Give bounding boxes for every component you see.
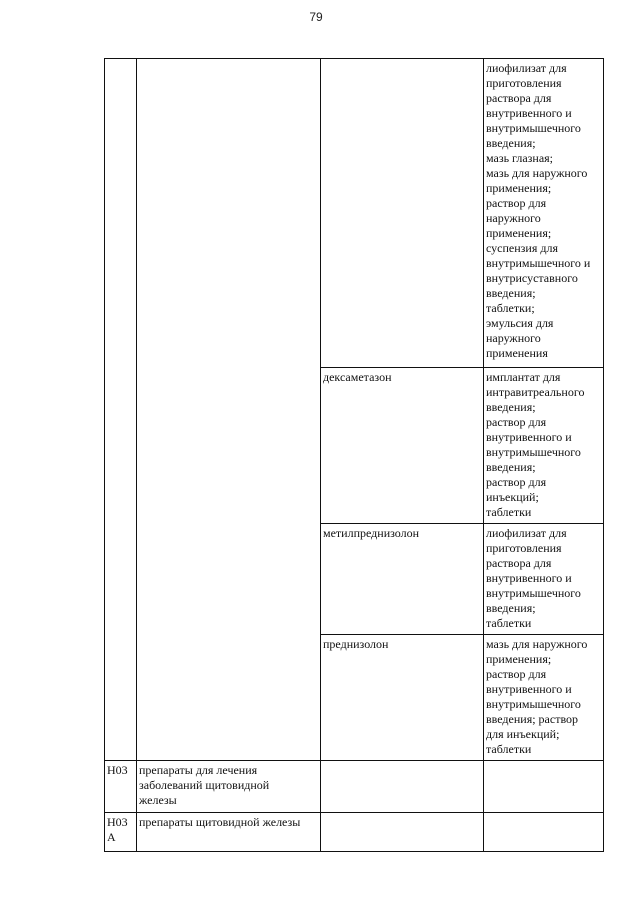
drug-name-cell: преднизолон: [321, 635, 484, 761]
atc-group-cell: [137, 59, 321, 761]
atc-code-cell: [105, 59, 137, 761]
drug-name-cell: [321, 59, 484, 368]
atc-group-cell: препараты для лечения заболеваний щитовидной железы: [137, 761, 321, 813]
page-number: 79: [309, 10, 323, 24]
dosage-forms-cell: мазь для наружного применения; раствор для внутривенного и внутримышечного введения; раствор для инъекций; таблетки: [484, 635, 604, 761]
drug-name-cell: метилпреднизолон: [321, 524, 484, 635]
drug-name-cell: [321, 813, 484, 852]
drug-name-cell: дексаметазон: [321, 368, 484, 524]
dosage-forms-cell: имплантат для интравитреального введения; раствор для внутривенного и внутримышечного введения; раствор для инъекций; таблетки: [484, 368, 604, 524]
dosage-forms-cell: [484, 813, 604, 852]
table-row: [105, 761, 604, 813]
table-row: [105, 59, 604, 368]
table-row: [105, 813, 604, 852]
dosage-forms-cell: [484, 761, 604, 813]
drug-name-cell: [321, 761, 484, 813]
dosage-forms-cell: лиофилизат для приготовления раствора для внутривенного и внутримышечного введения; таблетки: [484, 524, 604, 635]
atc-code-cell: H03 A: [105, 813, 137, 852]
atc-group-cell: препараты щитовидной железы: [137, 813, 321, 852]
atc-code-cell: H03: [105, 761, 137, 813]
drug-list-table: [104, 58, 604, 852]
dosage-forms-cell: лиофилизат для приготовления раствора для внутривенного и внутримышечного введения; мазь глазная; мазь для наружного применения; раствор для наружного применения; суспензия для внутримышечного и внутрисуставного введения; таблетки; эмульсия для наружного применения: [484, 59, 604, 368]
